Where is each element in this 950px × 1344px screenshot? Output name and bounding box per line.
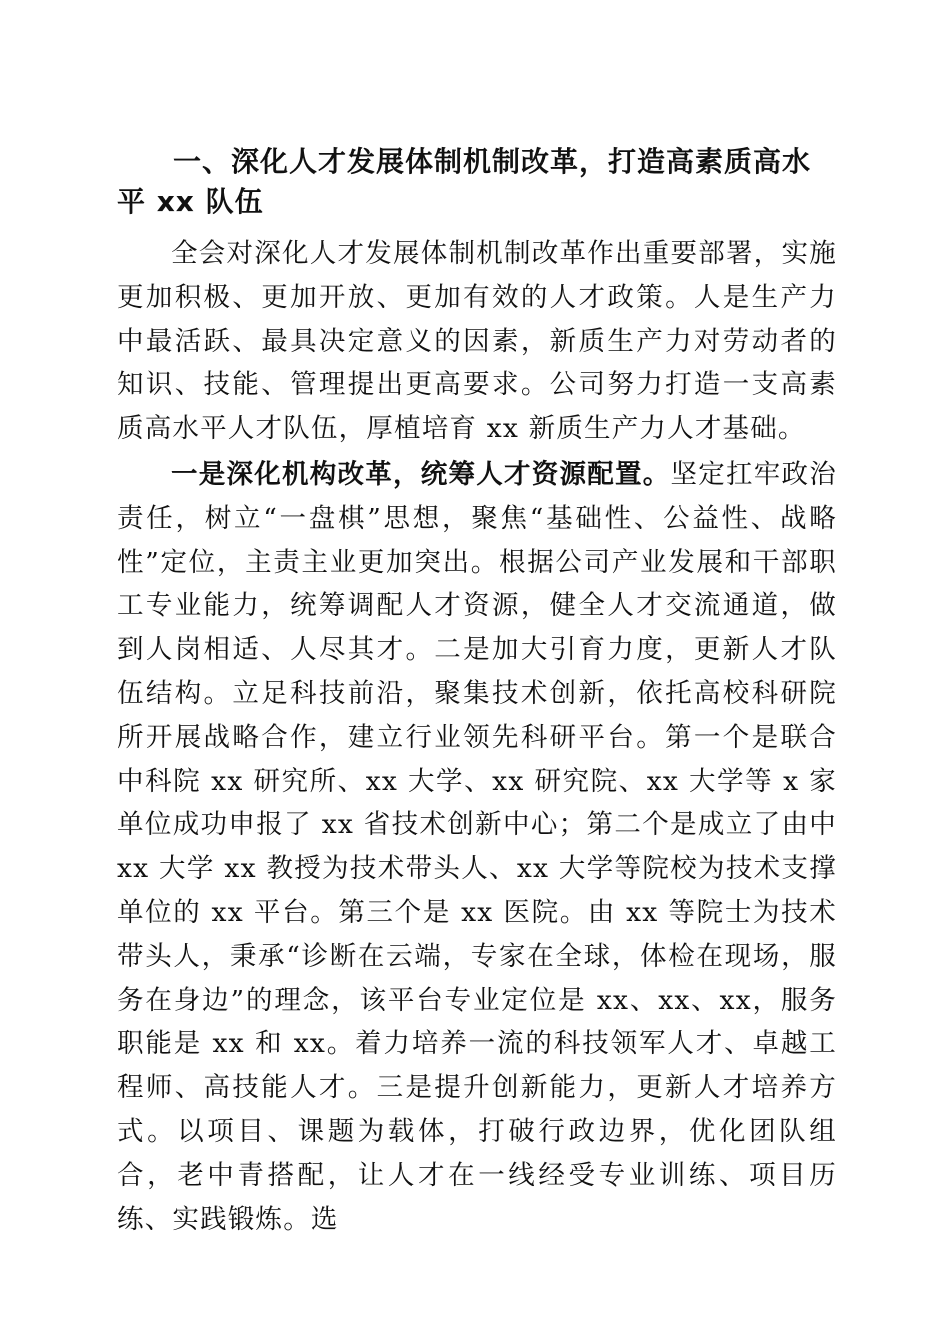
document-body: [117, 142, 837, 1241]
paragraph-measures-text: 坚定扛牢政治责任，树立“一盘棋”思想，聚焦“基础性、公益性、战略性”定位，主责主业更加突出。根据公司产业发展和干部职工专业能力，统筹调配人才资源，健全人才交流通道，做到人岗相适、人尽其才。二是加大引育力度，更新人才队伍结构。立足科技前沿，聚集技术创新，依托高校科研院所开展战略合作，建立行业领先科研平台。第一个是联合中科院 xx 研究所、xx 大学、xx 研究院、xx 大学等 x 家单位成功申报了 xx 省技术创新中心；第二个是成立了由中 xx 大学 xx 教授为技术带头人、xx 大学等院校为技术支撑单位的 xx 平台。第三个是 xx 医院。由 xx 等院士为技术带头人，秉承“诊断在云端，专家在全球，体检在现场，服务在身边”的理念，该平台专业定位是 xx、xx、xx，服务职能是 xx 和 xx。着力培养一流的科技领军人才、卓越工程师、高技能人才。三是提升创新能力，更新人才培养方式。以项目、课题为载体，打破行政边界，优化团队组合，老中青搭配，让人才在一线经受专业训练、项目历练、实践锻炼。选: [117, 458, 837, 1235]
paragraph-intro-text: 全会对深化人才发展体制机制改革作出重要部署，实施更加积极、更加开放、更加有效的人才政策。人是生产力中最活跃、最具决定意义的因素，新质生产力对劳动者的知识、技能、管理提出更高要求。公司努力打造一支高素质高水平人才队伍，厚植培育 xx 新质生产力人才基础。: [117, 238, 837, 445]
paragraph-lead: 一是深化机构改革，统筹人才资源配置。: [171, 458, 671, 490]
paragraph-intro: [117, 232, 837, 451]
section-heading: 一、深化人才发展体制机制改革，打造高素质高水平 xx 队伍: [117, 145, 812, 218]
paragraph-measures: [117, 453, 837, 1241]
